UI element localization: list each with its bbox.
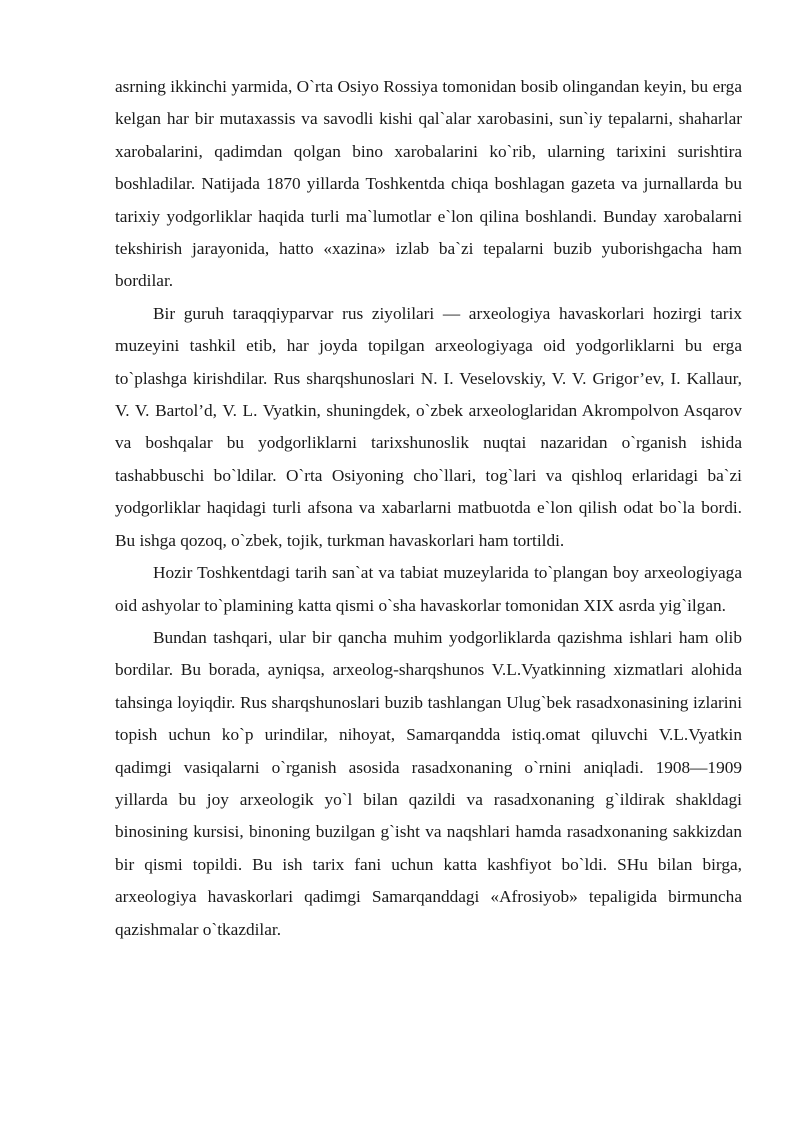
paragraph-1: asrning ikkinchi yarmida, O`rta Osiyo Rossiya tomonidan bosib olingandan keyin, bu erga kelgan har bir mutaxassis va savodli kishi qal`alar xarobasini, sun`iy tepalarni, shaharlar xarobalarini, qadimdan qolgan bino xarobalarini ko`rib, ularning tarixini surishtira boshladilar. Natijada 1870 yillarda Toshkentda chiqa boshlagan gazeta va jurnallarda bu tarixiy yodgorliklar haqida turli ma`lumotlar e`lon qilina boshlandi. Bunday xarobalarni tekshirish jarayonida, hatto «xazina» izlab ba`zi tepalarni buzib yuborishgacha ham bordilar. bbox=[115, 77, 742, 291]
paragraph-2: Bir guruh taraqqiyparvar rus ziyolilari — arxeologiya havaskorlari hozirgi tarix muzeyini tashkil etib, har joyda topilgan arxeologiyaga oid yodgorliklarni bu erga to`plashga kirishdilar. Rus sharqshunoslari N. I. Veselovskiy, V. V. Grigor’ev, I. Kallaur, V. V. Bartol’d, V. L. Vyatkin, shuningdek, o`zbek arxeologlaridan Akrompolvon Asqarov va boshqalar bu yodgorliklarni tarixshunoslik nuqtai nazaridan o`rganish ishida tashabbuschi bo`ldilar. O`rta Osiyoning cho`llari, tog`lari va qishloq erlaridagi ba`zi yodgorliklar haqidagi turli afsona va xabarlarni matbuotda e`lon qilish odat bo`la bordi. Bu ishga qozoq, o`zbek, tojik, turkman havaskorlari ham tortildi. bbox=[115, 303, 742, 550]
paragraph-3: Hozir Toshkentdagi tarih san`at va tabiat muzeylarida to`plangan boy arxeologiyaga oid ashyolar to`plamining katta qismi o`sha havaskorlar tomonidan XIX asrda yig`ilgan. bbox=[115, 563, 742, 615]
paragraph-4: Bundan tashqari, ular bir qancha muhim yodgorliklarda qazishma ishlari ham olib bordilar. Bu borada, ayniqsa, arxeolog-sharqshunos V.L.Vyatkinning xizmatlari alohida tahsinga loyiqdir. Rus sharqshunoslari buzib tashlangan Ulug`bek rasadxonasining izlarini topish uchun ko`p urindilar, nihoyat, Samarqandda istiq.omat qiluvchi V.L.Vyatkin qadimgi vasiqalarni o`rganish asosida rasadxonaning o`rnini aniqladi. 1908—1909 yillarda bu joy arxeologik yo`l bilan qazildi va rasadxonaning g`ildirak shakldagi binosining kursisi, binoning buzilgan g`isht va naqshlari hamda rasadxonaning sakkizdan bir qismi topildi. Bu ish tarix fani uchun katta kashfiyot bo`ldi. SHu bilan birga, arxeologiya havaskorlari qadimgi Samarqanddagi «Afrosiyob» tepaligida birmuncha qazishmalar o`tkazdilar. bbox=[115, 627, 742, 939]
document-body bbox=[115, 71, 742, 946]
